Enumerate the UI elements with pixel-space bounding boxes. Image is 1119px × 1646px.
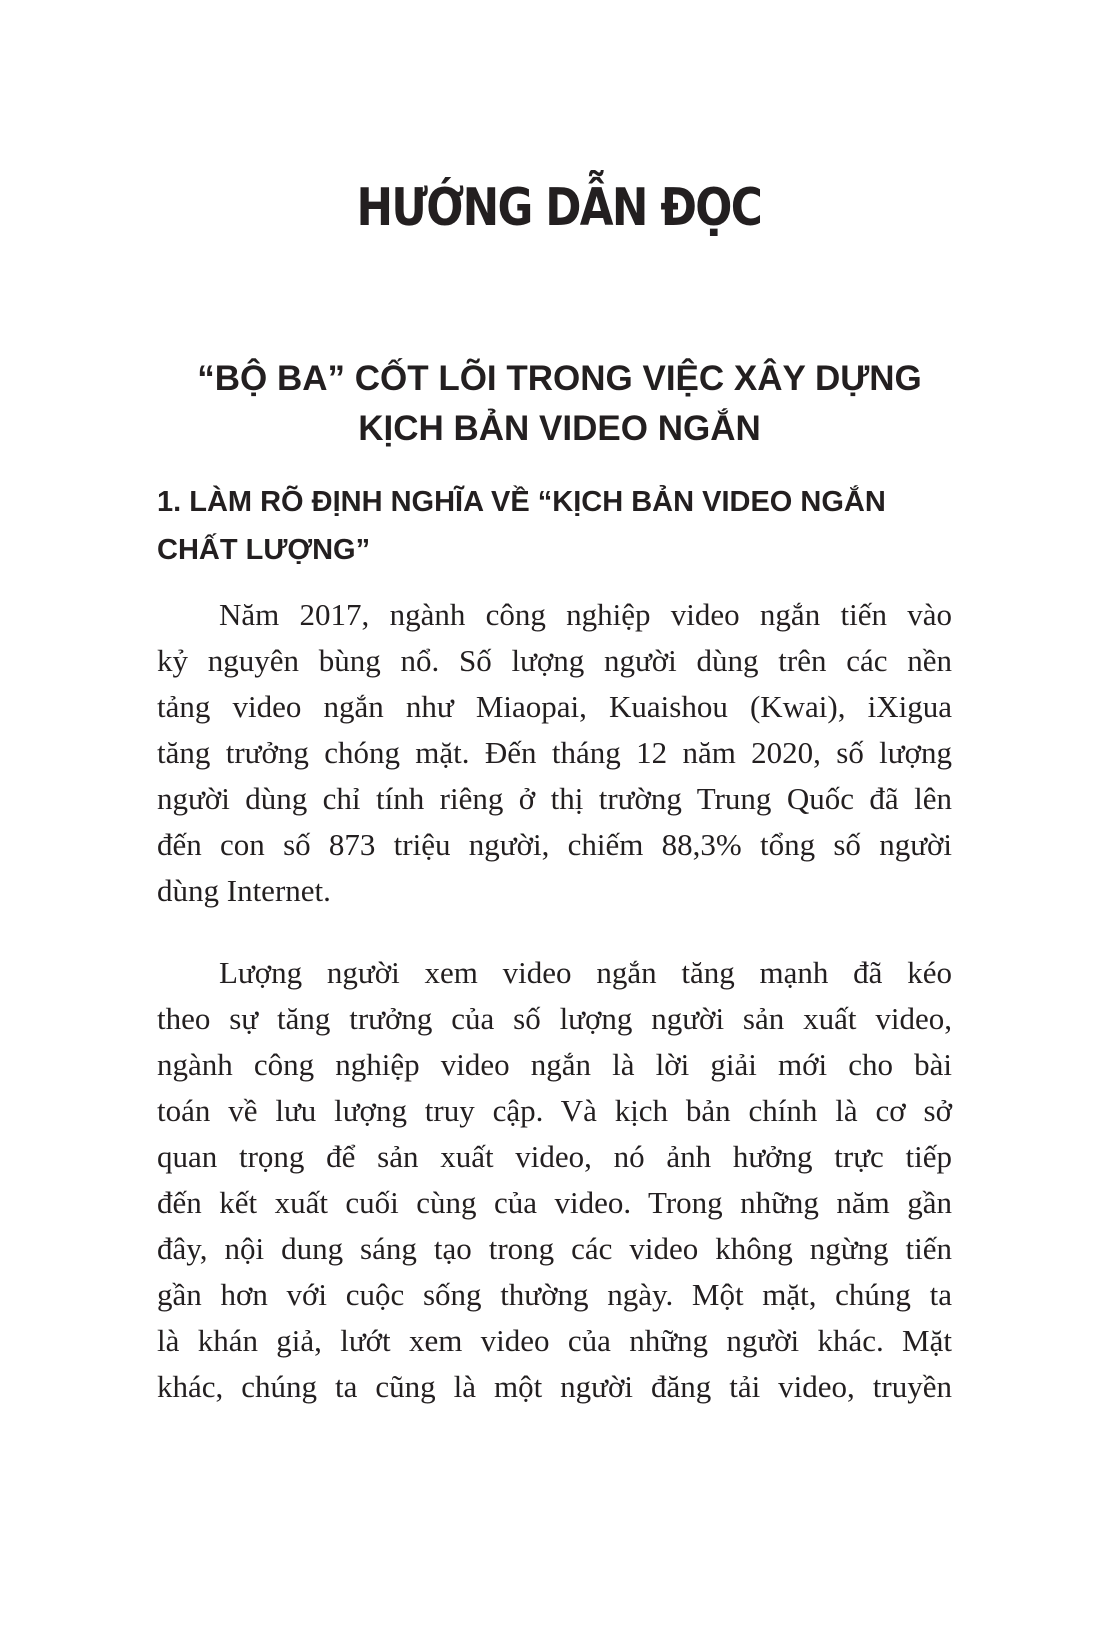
text-line: kỷ nguyên bùng nổ. Số lượng người dùng trên các nền (157, 643, 952, 678)
text-line: toán về lưu lượng truy cập. Và kịch bản chính là cơ sở (157, 1093, 952, 1128)
text-line: ngành công nghiệp video ngắn là lời giải mới cho bài (157, 1047, 952, 1082)
sub-heading-line: CHẤT LƯỢNG” (157, 534, 371, 566)
text-line: dùng Internet. (157, 873, 331, 908)
paragraph-2 (157, 950, 952, 1410)
text-line: quan trọng để sản xuất video, nó ảnh hưởng trực tiếp (157, 1139, 952, 1174)
chapter-title: HƯỚNG DẪN ĐỌC (356, 178, 762, 238)
sub-heading-line: 1. LÀM RÕ ĐỊNH NGHĨA VỀ “KỊCH BẢN VIDEO NGẮN (157, 486, 886, 518)
section-heading-line: KỊCH BẢN VIDEO NGẮN (358, 409, 761, 448)
text-line: Năm 2017, ngành công nghiệp video ngắn tiến vào (219, 597, 952, 632)
text-line: gần hơn với cuộc sống thường ngày. Một mặt, chúng ta (157, 1277, 952, 1312)
section-heading-line: “BỘ BA” CỐT LÕI TRONG VIỆC XÂY DỰNG (197, 359, 922, 398)
text-line: tảng video ngắn như Miaopai, Kuaishou (Kwai), iXigua (157, 689, 952, 724)
text-line: theo sự tăng trưởng của số lượng người sản xuất video, (157, 1001, 952, 1036)
text-line: Lượng người xem video ngắn tăng mạnh đã kéo (219, 955, 952, 990)
sub-heading (157, 478, 957, 574)
text-line: đến kết xuất cuối cùng của video. Trong những năm gần (157, 1185, 952, 1220)
paragraph-1 (157, 592, 952, 914)
text-line: khác, chúng ta cũng là một người đăng tải video, truyền (157, 1369, 952, 1404)
text-line: người dùng chỉ tính riêng ở thị trường Trung Quốc đã lên (157, 781, 952, 816)
text-line: là khán giả, lướt xem video của những người khác. Mặt (157, 1323, 952, 1358)
text-line: tăng trưởng chóng mặt. Đến tháng 12 năm 2020, số lượng (157, 735, 952, 770)
text-line: đến con số 873 triệu người, chiếm 88,3% tổng số người (157, 827, 952, 862)
section-heading (0, 354, 1119, 454)
text-line: đây, nội dung sáng tạo trong các video không ngừng tiến (157, 1231, 952, 1266)
